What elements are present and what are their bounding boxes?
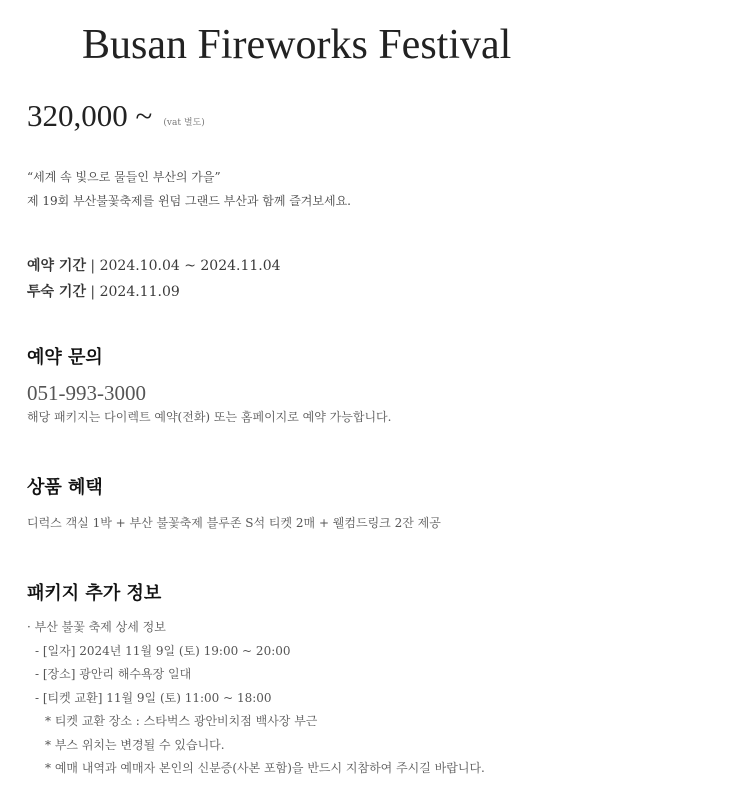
inquiry-note: 해당 패키지는 다이렉트 예약(전화) 또는 홈페이지로 예약 가능합니다. [27, 410, 392, 424]
list-item: - [일자] 2024년 11월 9일 (토) 19:00 ~ 20:00 [35, 643, 291, 658]
stay-period-value: | 2024.11.09 [85, 284, 180, 300]
booking-period-value: | 2024.10.04 ~ 2024.11.04 [85, 258, 281, 274]
benefits-text: 디럭스 객실 1박 + 부산 불꽃축제 블루존 S석 티켓 2매 + 웰컴드링크 2잔 제공 [27, 516, 441, 530]
list-item: * 부스 위치는 변경될 수 있습니다. [45, 737, 225, 752]
benefits-heading: 상품 혜택 [27, 477, 103, 498]
intro-line: 제 19회 부산불꽃축제를 윈덤 그랜드 부산과 함께 즐겨보세요. [27, 194, 351, 208]
list-item: · 부산 불꽃 축제 상세 정보 [27, 620, 166, 634]
list-item: - [티켓 교환] 11월 9일 (토) 11:00 ~ 18:00 [35, 690, 272, 705]
extra-info-list [27, 616, 485, 781]
page-title: Busan Fireworks Festival [82, 22, 512, 68]
list-item: * 예매 내역과 예매자 본인의 신분증(사본 포함)을 반드시 지참하여 주시길 바랍니다. [45, 761, 485, 775]
price-vat-note: (vat 별도) [163, 118, 205, 128]
extra-info-heading: 패키지 추가 정보 [27, 583, 162, 604]
price-amount: 320,000 ~ [27, 98, 153, 133]
price-row [27, 96, 205, 136]
booking-period [27, 256, 281, 276]
stay-period [27, 282, 180, 302]
stay-period-label: 투숙 기간 [27, 284, 86, 300]
list-item: * 티켓 교환 장소 : 스타벅스 광안비치점 백사장 부근 [45, 714, 318, 728]
list-item: - [장소] 광안리 해수욕장 일대 [35, 667, 192, 681]
booking-period-label: 예약 기간 [27, 258, 86, 274]
intro-quote: “세계 속 빛으로 물들인 부산의 가을” [27, 170, 221, 184]
inquiry-heading: 예약 문의 [27, 347, 103, 368]
inquiry-phone[interactable]: 051-993-3000 [27, 381, 146, 405]
